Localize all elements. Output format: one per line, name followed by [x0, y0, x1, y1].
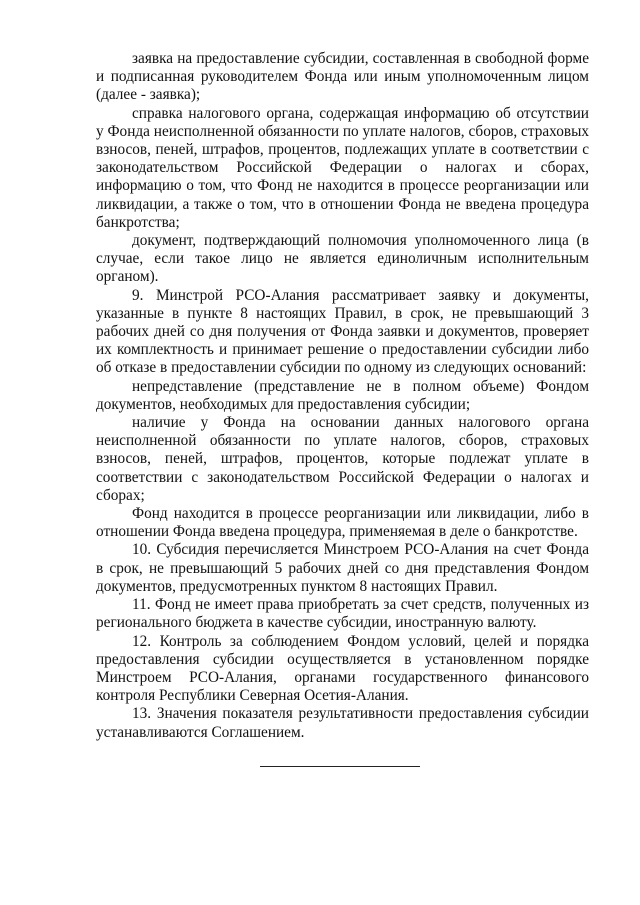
paragraph-clause-10: 10. Субсидия перечисляется Минстроем РСО-Алания на счет Фонда в срок, не превышающий 5 рабочих дней со дня представления Фондом документов, предусмотренных пунктом 8 настоящих Правил.: [96, 541, 589, 595]
paragraph-clause-11: 11. Фонд не имеет права приобретать за счет средств, полученных из регионального бюджета в качестве субсидии, иностранную валюту.: [96, 596, 589, 632]
paragraph-ground-reorganization: Фонд находится в процессе реорганизации или ликвидации, либо в отношении Фонда введена процедура, применяемая в деле о банкротстве.: [96, 505, 589, 541]
paragraph-clause-9: 9. Минстрой РСО-Алания рассматривает заявку и документы, указанные в пункте 8 настоящих Правил, в срок, не превышающий 3 рабочих дней со дня получения от Фонда заявки и документов, проверяет их комплектность и принимает решение о предоставлении субсидии либо об отказе в предоставлении субсидии по одному из следующих оснований:: [96, 286, 589, 377]
paragraph-ground-incomplete-documents: непредставление (представление не в полном объеме) Фондом документов, необходимых для предоставления субсидии;: [96, 377, 589, 413]
paragraph-clause-13: 13. Значения показателя результативности предоставления субсидии устанавливаются Соглашением.: [96, 705, 589, 741]
paragraph-tax-certificate: справка налогового органа, содержащая информацию об отсутствии у Фонда неисполненной обязанности по уплате налогов, сборов, страховых взносов, пеней, штрафов, процентов, подлежащих уплате в соответствии с законодательством Российской Федерации о налогах и сборах, информацию о том, что Фонд не находится в процессе реорганизации или ликвидации, а также о том, что в отношении Фонда не введена процедура банкротства;: [96, 104, 589, 231]
paragraph-ground-tax-debt: наличие у Фонда на основании данных налогового органа неисполненной обязанности по уплате налогов, сборов, страховых взносов, пеней, штрафов, процентов, которые подлежат уплате в соответствии с законодательством Российской Федерации о налогах и сборах;: [96, 414, 589, 504]
document-body: [96, 50, 589, 742]
paragraph-application: заявка на предоставление субсидии, составленная в свободной форме и подписанная руководителем Фонда или иным уполномоченным лицом (далее - заявка);: [96, 50, 589, 104]
paragraph-authority-document: документ, подтверждающий полномочия уполномоченного лица (в случае, если такое лицо не является единоличным исполнительным органом).: [96, 232, 589, 286]
paragraph-clause-12: 12. Контроль за соблюдением Фондом условий, целей и порядка предоставления субсидии осуществляется в установленном порядке Минстроем РСО-Алания, органами государственного финансового контроля Республики Северная Осетия-Алания.: [96, 632, 589, 705]
closing-rule: [260, 766, 420, 767]
